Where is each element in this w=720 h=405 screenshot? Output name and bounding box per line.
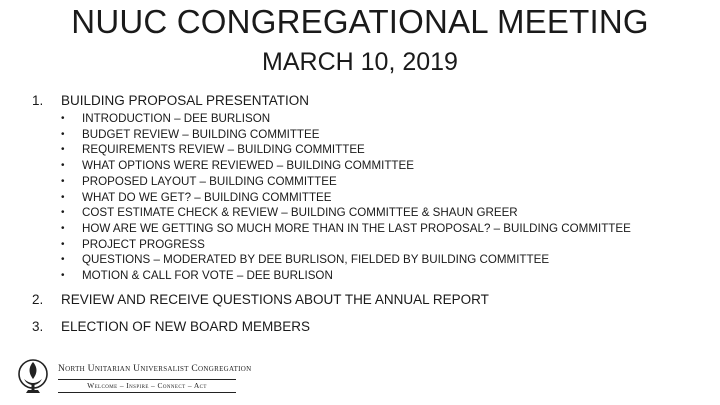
logo-name: North Unitarian Universalist Congregation — [58, 364, 252, 374]
bullet-icon: • — [61, 175, 65, 187]
bullet-icon: • — [61, 222, 65, 234]
agenda-item-number: 1. — [32, 93, 44, 108]
bullet-icon: • — [61, 113, 65, 124]
list-item: • COST ESTIMATE CHECK & REVIEW – BUILDING COMMITTEE & SHAUN GREER — [61, 206, 518, 220]
slide-subtitle: MARCH 10, 2019 — [262, 48, 458, 76]
bullet-icon: • — [61, 254, 65, 266]
agenda-list — [32, 92, 712, 335]
list-item: • QUESTIONS – MODERATED BY DEE BURLISON, FIELDED BY BUILDING COMMITTEE — [61, 253, 550, 267]
agenda-item-number: 2. — [32, 291, 44, 307]
list-item: • REQUIREMENTS REVIEW – BUILDING COMMITTEE — [61, 143, 365, 157]
list-item: • HOW ARE WE GETTING SO MUCH MORE THAN IN THE LAST PROPOSAL? – BUILDING COMMITTEE — [61, 221, 631, 235]
agenda-item-number: 3. — [32, 318, 44, 334]
agenda-item-2 — [32, 291, 712, 308]
bullet-icon: • — [61, 270, 65, 282]
agenda-item-label: REVIEW AND RECEIVE QUESTIONS ABOUT THE ANNUAL REPORT — [61, 291, 489, 307]
list-item: • PROPOSED LAYOUT – BUILDING COMMITTEE — [61, 174, 337, 188]
list-item: • MOTION & CALL FOR VOTE – DEE BURLISON — [61, 269, 333, 283]
bullet-icon: • — [61, 144, 65, 156]
list-item: • WHAT OPTIONS WERE REVIEWED – BUILDING COMMITTEE — [61, 159, 414, 173]
agenda-item-1 — [32, 92, 712, 109]
bullet-icon: • — [61, 191, 65, 203]
bullet-icon: • — [61, 207, 65, 219]
congregation-logo — [14, 357, 254, 397]
slide-title: NUUC CONGREGATIONAL MEETING — [71, 3, 649, 40]
agenda-item-3 — [32, 318, 712, 335]
list-item: • PROJECT PROGRESS — [61, 237, 205, 251]
bullet-icon: • — [61, 128, 65, 140]
agenda-subitem-list — [61, 111, 712, 284]
chalice-icon — [14, 357, 52, 397]
list-item: • BUDGET REVIEW – BUILDING COMMITTEE — [61, 127, 320, 141]
list-item: • INTRODUCTION – DEE BURLISON — [61, 112, 271, 125]
list-item: • WHAT DO WE GET? – BUILDING COMMITTEE — [61, 190, 332, 204]
bullet-icon: • — [61, 238, 65, 250]
logo-tagline: Welcome – Inspire – Connect – Act — [58, 379, 236, 393]
agenda-item-label: ELECTION OF NEW BOARD MEMBERS — [61, 318, 311, 334]
bullet-icon: • — [61, 160, 65, 172]
agenda-item-label: BUILDING PROPOSAL PRESENTATION — [61, 93, 310, 108]
